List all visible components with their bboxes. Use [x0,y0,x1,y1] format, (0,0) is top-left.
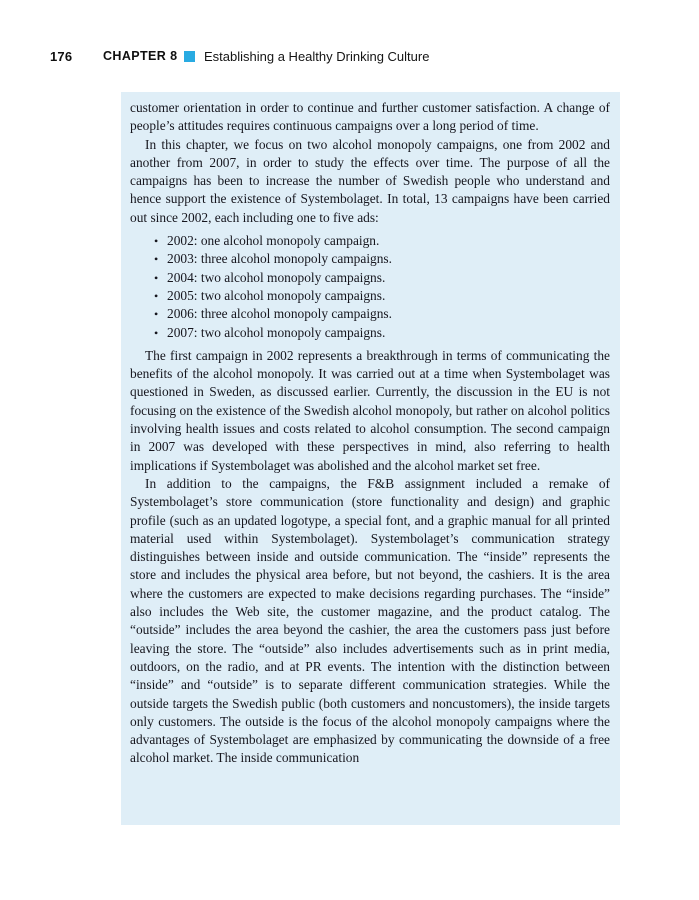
list-item: • 2003: three alcohol monopoly campaigns. [167,250,610,268]
paragraph: The first campaign in 2002 represents a breakthrough in terms of communicating the benefits of the alcohol monopoly. It was carried out at a time when Systembolaget was questioned in Sweden, as discussed earlier. Currently, the discussion in the EU is not focusing on the existence of the Swedish alcohol monopoly, but rather on alcohol politics involving health issues and costs related to alcohol consumption. The second campaign in 2007 was developed with these perspectives in mind, also referring to health implications if Systembolaget was abolished and the alcohol market set free. [130,347,610,473]
chapter-title: Establishing a Healthy Drinking Culture [204,49,430,64]
list-item: • 2002: one alcohol monopoly campaign. [167,232,610,250]
list-item: • 2004: two alcohol monopoly campaigns. [167,269,610,287]
bullet-list [130,232,610,342]
chapter-label: CHAPTER 8 [103,49,178,63]
running-head [0,49,699,65]
paragraph: In this chapter, we focus on two alcohol monopoly campaigns, one from 2002 and another from 2007, in order to study the effects over time. The purpose of all the campaigns has been to increase the number of Swedish people who understand and hence support the existence of Systembolaget. In total, 13 campaigns have been carried out since 2002, each including one to five ads: [130,136,610,225]
chapter-square-icon [184,51,195,62]
list-item: • 2007: two alcohol monopoly campaigns. [167,324,610,342]
list-item: • 2005: two alcohol monopoly campaigns. [167,287,610,305]
paragraph: customer orientation in order to continue and further customer satisfaction. A change of people’s attitudes requires continuous campaigns over a long period of time. [130,100,610,134]
text-panel [121,92,620,825]
list-item: • 2006: three alcohol monopoly campaigns. [167,305,610,323]
page-number: 176 [50,49,73,64]
paragraph: In addition to the campaigns, the F&B assignment included a remake of Systembolaget’s store communication (store functionality and design) and graphic profile (such as an updated logotype, a special font, and a graphic manual for all printed material used within Systembolaget). Systembolaget’s communication strategy distinguishes between inside and outside communication. The “inside” represents the store and includes the physical area before, but not beyond, the cashiers. It is the area where the customers are expected to make decisions regarding purchases. The “inside” also includes the Web site, the customer magazine, and the product catalog. The “outside” includes the area beyond the cashier, the area the customers pass just before leaving the store. The “outside” also includes advertisements such as in print media, outdoors, on the radio, and at PR events. The intention with the distinction between “inside” and “outside” is to separate different communication strategies. While the outside targets the Swedish public (both customers and noncustomers), the inside targets only customers. The outside is the focus of the alcohol monopoly campaigns where the advantages of Systembolaget are emphasized by communicating the downside of a free alcohol market. The inside communication [130,475,610,766]
